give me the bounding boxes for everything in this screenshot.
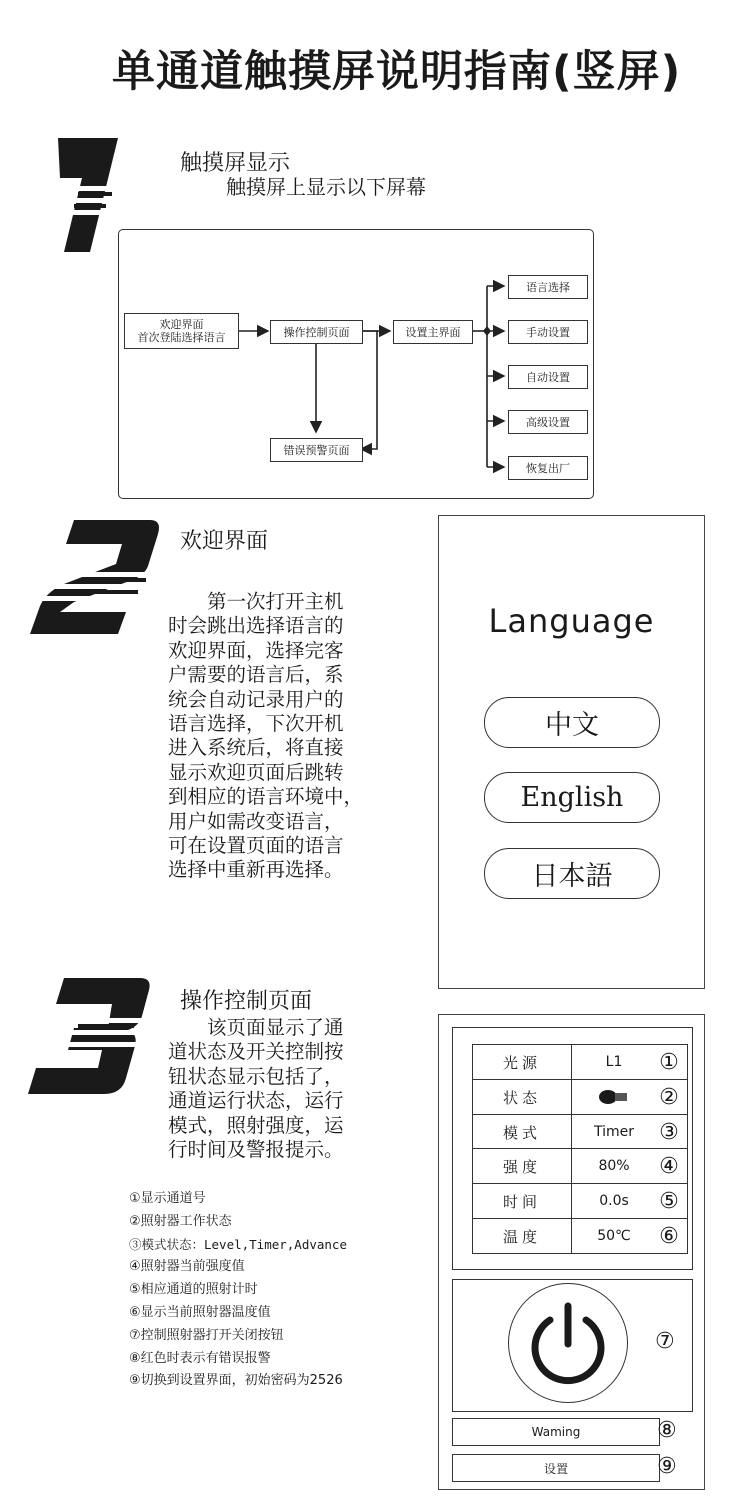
- step-one-numeral-icon: [30, 134, 122, 256]
- settings-button[interactable]: [452, 1454, 660, 1482]
- legend-item: ⑥显示当前照射器温度值: [129, 1304, 271, 1320]
- section2-line: 欢迎界面，选择完客: [168, 638, 344, 662]
- option-manual-box: 手动设置: [508, 320, 588, 344]
- section2-line: 户需要的语言后，系: [168, 663, 344, 687]
- row-number: ④: [659, 1153, 679, 1179]
- section3-body: [168, 1016, 344, 1162]
- section1-heading: 触摸屏显示: [180, 151, 291, 176]
- welcome-box-line1: 欢迎界面: [159, 318, 204, 331]
- language-japanese-button[interactable]: 日本語: [484, 848, 660, 899]
- section2-line: 可在设置页面的语言: [168, 834, 344, 858]
- section3-line: 模式，照射强度，运: [168, 1113, 344, 1137]
- section2-line: 选择中重新再选择。: [168, 858, 344, 882]
- option-language-box: 语言选择: [508, 275, 588, 299]
- row-label: 温度: [502, 1227, 541, 1246]
- language-screen-panel: [438, 515, 705, 989]
- settings-number: ⑨: [657, 1454, 677, 1479]
- step-three-numeral-icon: [28, 974, 154, 1098]
- row-number: ①: [659, 1049, 679, 1075]
- welcome-screen-box: [124, 313, 239, 349]
- legend-item: ⑨切换到设置界面，初始密码为2526: [129, 1373, 343, 1389]
- section2-line: 用户如需改变语言，: [168, 809, 344, 833]
- option-advanced-box: 高级设置: [508, 410, 588, 434]
- settings-main-box: 设置主界面: [393, 320, 473, 344]
- section2-body: [168, 590, 363, 883]
- table-row-mode: [473, 1115, 687, 1149]
- section3-line: 行时间及警报提示。: [168, 1138, 344, 1162]
- row-value: 80%: [598, 1158, 630, 1174]
- warning-number: ⑧: [657, 1418, 677, 1443]
- row-label: 时间: [502, 1192, 541, 1211]
- option-reset-box: 恢复出厂: [508, 456, 588, 480]
- table-row-intensity: [473, 1149, 687, 1183]
- table-row-light-source: [473, 1045, 687, 1079]
- table-row-temperature: [473, 1219, 687, 1253]
- section3-line: 通道运行状态，运行: [168, 1089, 344, 1113]
- row-label: 状态: [502, 1088, 541, 1107]
- warning-indicator: [452, 1418, 660, 1446]
- row-value: 0.0s: [599, 1193, 629, 1209]
- power-button[interactable]: [508, 1283, 628, 1403]
- row-number: ②: [659, 1084, 679, 1110]
- section1-subtitle: 触摸屏上显示以下屏幕: [226, 175, 426, 199]
- section2-line: 时会跳出选择语言的: [168, 614, 344, 638]
- page-title: 单通道触摸屏说明指南(竖屏): [112, 47, 682, 97]
- operate-page-box: 操作控制页面: [270, 320, 363, 344]
- legend-item: ④照射器当前强度值: [129, 1259, 245, 1275]
- section3-line: 该页面显示了通: [168, 1016, 344, 1039]
- legend-item: ③模式状态：Level,Timer,Advance: [129, 1236, 347, 1252]
- section3-heading: 操作控制页面: [180, 989, 313, 1014]
- row-label: 强度: [502, 1157, 541, 1176]
- power-icon: [509, 1284, 627, 1402]
- legend-item: ①显示通道号: [129, 1191, 206, 1206]
- legend-item: ⑧红色时表示有错误报警: [129, 1350, 271, 1366]
- table-row-time: [473, 1184, 687, 1218]
- warning-label: Waming: [531, 1425, 581, 1439]
- language-heading: Language: [488, 602, 655, 640]
- row-value: 50℃: [597, 1228, 631, 1244]
- option-auto-box: 自动设置: [508, 365, 588, 389]
- table-row-status: [473, 1080, 687, 1114]
- welcome-box-line2: 首次登陆选择语言: [137, 331, 226, 344]
- legend-item: ②照射器工作状态: [129, 1213, 232, 1229]
- row-number: ③: [659, 1119, 679, 1145]
- row-number: ⑥: [659, 1223, 679, 1249]
- section2-line: 进入系统后，将直接: [168, 736, 344, 760]
- lamp-status-icon: [597, 1087, 631, 1107]
- section2-heading: 欢迎界面: [180, 529, 269, 554]
- section2-line: 显示欢迎页面后跳转: [168, 760, 344, 784]
- power-number: ⑦: [655, 1329, 675, 1354]
- step-two-numeral-icon: [30, 514, 162, 638]
- language-english-button[interactable]: English: [484, 772, 660, 823]
- status-table: [472, 1044, 688, 1254]
- row-number: ⑤: [659, 1188, 679, 1214]
- section2-line: 到相应的语言环境中，: [168, 785, 364, 809]
- section3-line: 道状态及开关控制按: [168, 1040, 344, 1064]
- section2-line: 第一次打开主机: [168, 590, 344, 613]
- section3-line: 钮状态显示包括了，: [168, 1064, 344, 1088]
- row-value: L1: [605, 1054, 623, 1070]
- section2-line: 语言选择，下次开机: [168, 712, 344, 736]
- language-chinese-button[interactable]: 中文: [484, 697, 660, 748]
- flow-diagram: [118, 229, 594, 499]
- legend-item: ⑦控制照射器打开关闭按钮: [129, 1327, 284, 1343]
- error-page-box: 错误预警页面: [270, 438, 363, 462]
- legend-item: ⑤相应通道的照射计时: [129, 1282, 258, 1298]
- row-label: 光源: [502, 1053, 541, 1072]
- row-value: [573, 1080, 655, 1114]
- section3-legend: [129, 1188, 347, 1393]
- row-value: Timer: [593, 1124, 635, 1140]
- settings-label: 设置: [543, 1461, 568, 1476]
- section2-line: 统会自动记录用户的: [168, 687, 344, 711]
- row-label: 模式: [502, 1123, 541, 1142]
